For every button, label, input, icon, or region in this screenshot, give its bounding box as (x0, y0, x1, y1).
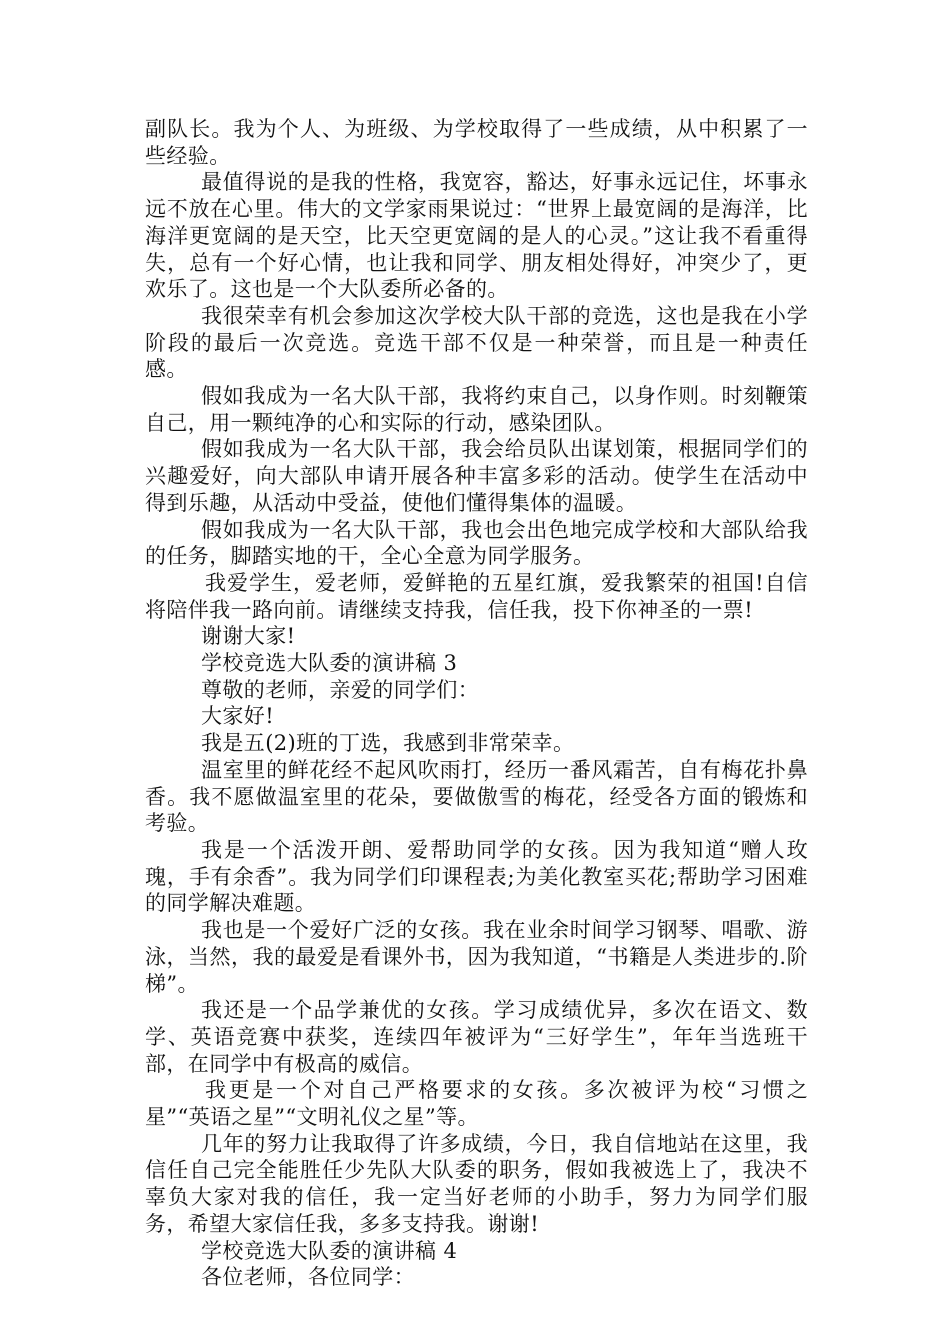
paragraph: 最值得说的是我的性格，我宽容，豁达，好事永远记住，坏事永远不放在心里。伟大的文学家雨果说过：“世界上最宽阔的是海洋，比海洋更宽阔的是天空，比天空更宽阔的是人的心灵。”这让我不看重得失，总有一个好心情，也让我和同学、朋友相处得好，冲突少了，更欢乐了。这也是一个大队委所必备的。 (145, 170, 808, 302)
greeting: 大家好! (201, 704, 275, 729)
paragraph: 我更是一个对自己严格要求的女孩。多次被评为校“习惯之星”“英语之星”“文明礼仪之星”等。 (145, 1078, 808, 1130)
section-heading: 学校竞选大队委的演讲稿 4 (201, 1238, 458, 1263)
paragraph: 我还是一个品学兼优的女孩。学习成绩优异，多次在语文、数学、英语竞赛中获奖，连续四年被评为“三好学生”，年年当选班干部，在同学中有极高的威信。 (145, 998, 808, 1076)
salutation: 尊敬的老师，亲爱的同学们： (201, 677, 480, 702)
paragraph: 几年的努力让我取得了许多成绩，今日，我自信地站在这里，我信任自己完全能胜任少先队大队委的职务，假如我被选上了，我决不辜负大家对我的信任，我一定当好老师的小助手，努力为同学们服务，希望大家信任我，多多支持我。谢谢! (145, 1131, 808, 1236)
salutation: 各位老师，各位同学： (201, 1265, 415, 1290)
paragraph: 我很荣幸有机会参加这次学校大队干部的竞选，这也是我在小学阶段的最后一次竞选。竞选干部不仅是一种荣誉，而且是一种责任感。 (145, 303, 808, 382)
paragraph: 温室里的鲜花经不起风吹雨打，经历一番风霜苦，自有梅花扑鼻香。我不愿做温室里的花朵，要做傲雪的梅花，经受各方面的锻炼和考验。 (145, 757, 808, 836)
paragraph: 假如我成为一名大队干部，我会给员队出谋划策，根据同学们的兴趣爱好，向大部队申请开展各种丰富多彩的活动。使学生在活动中得到乐趣，从活动中受益，使他们懂得集体的温暖。 (145, 437, 808, 515)
paragraph: 我也是一个爱好广泛的女孩。我在业余时间学习钢琴、唱歌、游泳，当然，我的最爱是看课外书，因为我知道，“书籍是人类进步的.阶梯”。 (145, 918, 808, 996)
paragraph: 我是一个活泼开朗、爱帮助同学的女孩。因为我知道“赠人玫瑰，手有余香”。我为同学们印课程表;为美化教室买花;帮助学习困难的同学解决难题。 (145, 837, 808, 916)
paragraph: 假如我成为一名大队干部，我也会出色地完成学校和大部队给我的任务，脚踏实地的干，全心全意为同学服务。 (145, 517, 808, 569)
document-body (145, 116, 808, 1291)
paragraph: 假如我成为一名大队干部，我将约束自己，以身作则。时刻鞭策自己，用一颗纯净的心和实际的行动，感染团队。 (145, 384, 808, 435)
section-heading: 学校竞选大队委的演讲稿 3 (201, 651, 458, 676)
paragraph: 我是五(2)班的丁选，我感到非常荣幸。 (201, 731, 575, 756)
paragraph: 谢谢大家! (201, 624, 296, 649)
paragraph: 我爱学生，爱老师，爱鲜艳的五星红旗，爱我繁荣的祖国!自信将陪伴我一路向前。请继续支持我，信任我，投下你神圣的一票! (145, 570, 808, 622)
paragraph: 副队长。我为个人、为班级、为学校取得了一些成绩，从中积累了一些经验。 (145, 117, 808, 168)
